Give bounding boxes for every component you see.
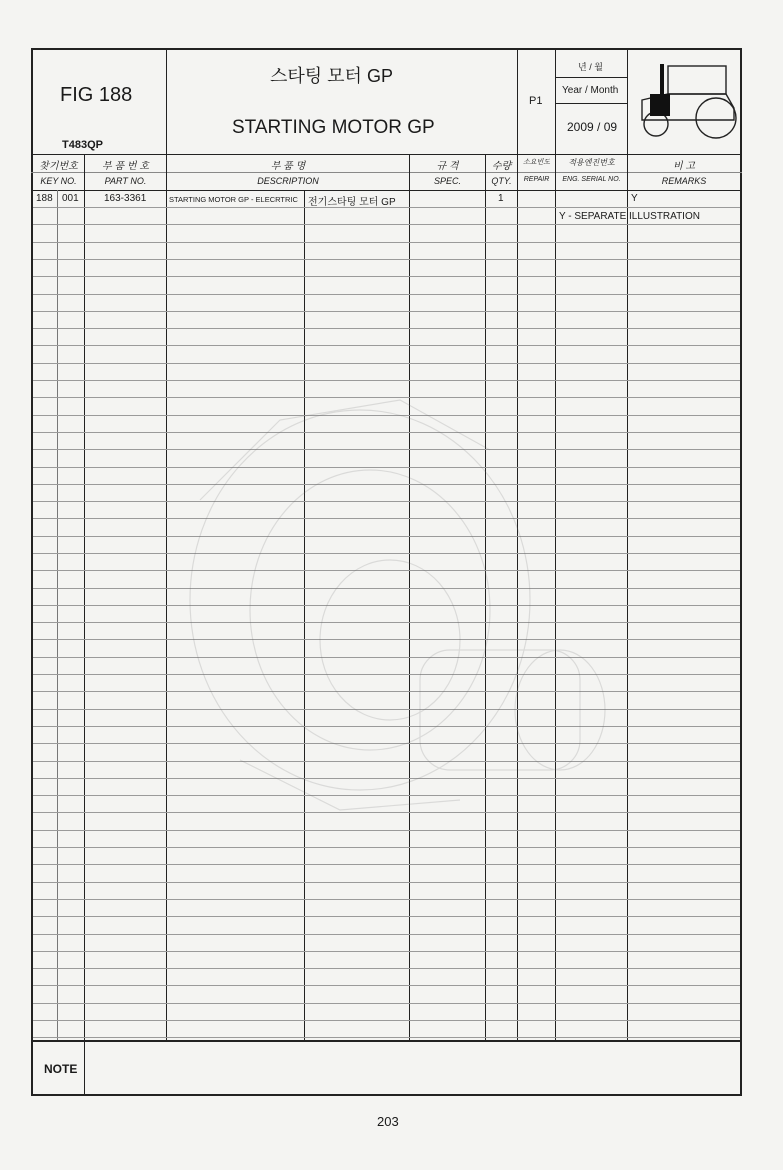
page-number: 203	[377, 1114, 399, 1129]
col-serial-ko: 적용엔진번호	[568, 158, 615, 167]
ruled-line	[33, 916, 740, 917]
col-serial-en: ENG. SERIAL NO.	[562, 176, 621, 183]
col-remarks-en: REMARKS	[661, 176, 707, 186]
ruled-line	[33, 363, 740, 364]
row-key: 188	[36, 193, 53, 204]
column-header-bottom	[31, 190, 742, 191]
row-remarks: Y	[631, 193, 638, 204]
header-vline	[166, 48, 167, 154]
col-description-en: DESCRIPTION	[257, 176, 319, 186]
header-divider	[31, 154, 742, 155]
col-qty-en: QTY.	[491, 176, 512, 186]
ym-divider	[555, 103, 627, 104]
col-line	[57, 190, 58, 1040]
title-korean: 스타팅 모터 GP	[270, 66, 393, 86]
tractor-icon	[634, 58, 738, 142]
separate-illustration-note: Y - SEPARATE ILLUSTRATION	[559, 211, 700, 222]
note-divider	[31, 1040, 742, 1042]
header-vline	[627, 48, 628, 154]
col-line	[84, 154, 85, 1040]
ruled-line	[33, 294, 740, 295]
ruled-line	[33, 242, 740, 243]
ruled-line	[33, 985, 740, 986]
header-vline	[517, 48, 518, 154]
col-repair-en: REPAIR	[523, 176, 550, 183]
ruled-line	[33, 224, 740, 225]
ruled-line	[33, 864, 740, 865]
ruled-line	[33, 259, 740, 260]
page-label: P1	[529, 95, 543, 107]
starter-motor-illustration-watermark	[160, 380, 630, 840]
row-description-ko: 전기스타팅 모터 GP	[308, 197, 396, 208]
ruled-line	[33, 899, 740, 900]
year-month-value: 2009 / 09	[567, 120, 618, 134]
col-qty-ko: 수량	[491, 161, 512, 172]
ruled-line	[33, 345, 740, 346]
year-month-english: Year / Month	[562, 85, 619, 96]
row-key-sub: 001	[62, 193, 79, 204]
ruled-line	[33, 328, 740, 329]
ruled-line	[33, 1020, 740, 1021]
col-description-ko: 부 품 명	[270, 161, 306, 172]
ruled-line	[33, 934, 740, 935]
note-col-line	[84, 1040, 85, 1096]
note-label: NOTE	[44, 1062, 78, 1076]
row-part-no: 163-3361	[104, 193, 147, 204]
row-description-en: STARTING MOTOR GP - ELECRTRIC	[169, 195, 298, 204]
header-vline	[555, 48, 556, 154]
ruled-line	[33, 968, 740, 969]
col-spec-en: SPEC.	[433, 176, 461, 186]
figure-number: FIG 188	[60, 84, 133, 106]
col-repair-ko: 소요빈도	[522, 159, 551, 166]
col-key-no-en: KEY NO.	[40, 176, 77, 186]
title-english: STARTING MOTOR GP	[232, 117, 435, 138]
year-month-korean: 년 / 월	[578, 62, 603, 72]
col-spec-ko: 규 격	[436, 161, 459, 172]
col-key-no-ko: 찾기번호	[39, 161, 78, 172]
ruled-line	[33, 882, 740, 883]
col-part-no-ko: 부 품 번 호	[102, 161, 149, 172]
col-part-no-en: PART NO.	[104, 176, 147, 186]
ruled-line	[33, 1003, 740, 1004]
ruled-line	[33, 1037, 740, 1038]
ym-divider	[555, 77, 627, 78]
column-header-divider	[31, 172, 742, 173]
row-qty: 1	[498, 193, 504, 204]
model-code: T483QP	[62, 139, 103, 151]
ruled-line	[33, 951, 740, 952]
ruled-line	[33, 847, 740, 848]
ruled-line	[33, 276, 740, 277]
col-remarks-ko: 비 고	[672, 161, 696, 172]
ruled-line	[33, 311, 740, 312]
